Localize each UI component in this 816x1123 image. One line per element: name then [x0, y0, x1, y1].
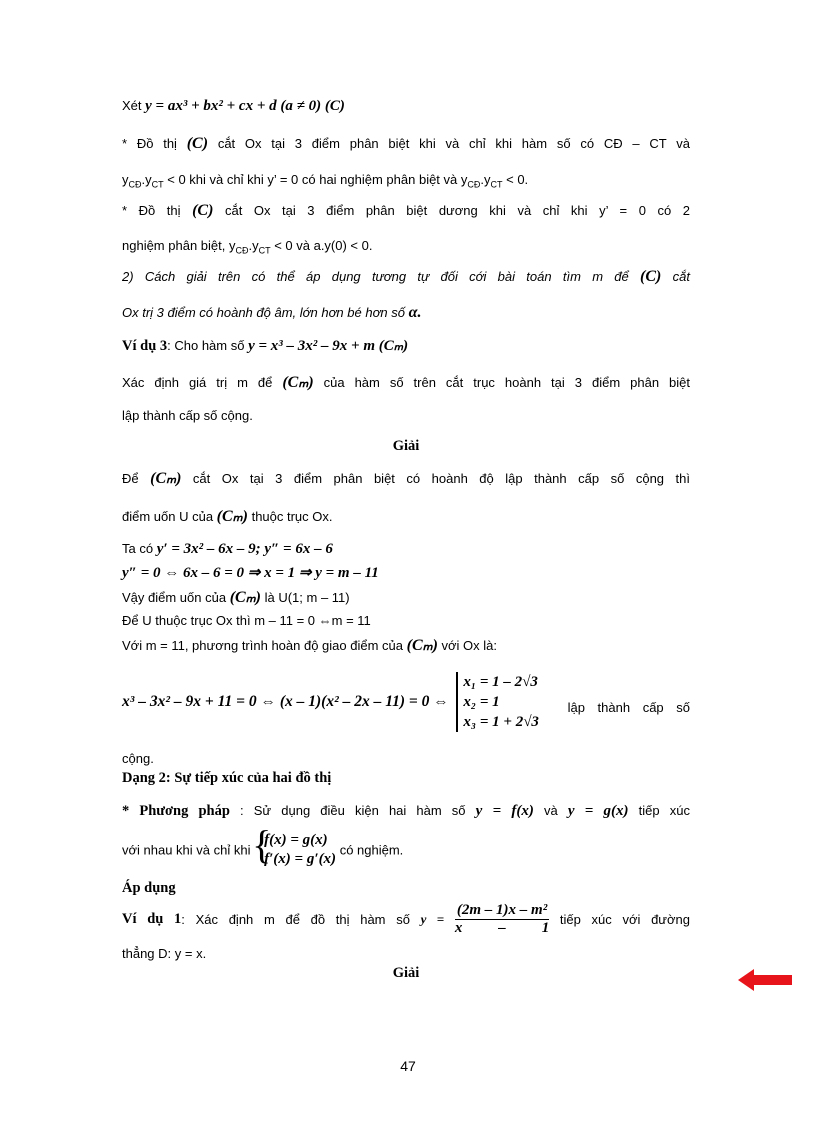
page-number: 47 [400, 1058, 416, 1074]
fraction-function: $\frac{\text{(2m – 1)x – m²}}{x - 1}$ [454, 902, 550, 936]
line-xet: Xét y = ax³ + bx² + cx + d (a ≠ 0) (C) [122, 98, 345, 114]
equation-main: x³ – 3x² – 9x + 11 = 0 ⇔ (x – 1)(x² – 2x – 11) = 0 ⇔ [122, 693, 449, 710]
line-nghiem-phan-biet: nghiệm phân biệt, $y_{CĐ}.y_{CT} < 0$ và a.y(0) < 0. [122, 238, 373, 256]
line-phuong-trinh: x³ – 3x² – 9x + 11 = 0 ⇔ (x – 1)(x² – 2x – 11) = 0 ⇔ x₁ = 1 – 2√3 x₂ = 1 x₃ = 1 + 2√3 lập thành cấp số [122, 674, 690, 730]
line-ycd-yct: $y_{CĐ}.y_{CT} < 0$ khi và chỉ khi y’ = 0 có hai nghiệm phân biệt và $y_{CĐ}.y_{CT} < 0$. [122, 172, 529, 190]
line-y-double-prime: y″ = 0 ⇔ 6x – 6 = 0 ⇒ x = 1 ⇒ y = m – 11 [122, 565, 379, 581]
line-de-u-thuoc: Để U thuộc trục Ox thì m – 11 = 0 ⇔m = 11 [122, 613, 371, 628]
line-vay-diem-uon: Vậy điểm uốn của (Cₘ) là U(1; m – 11) [122, 589, 350, 606]
line-lap-thanh: lập thành cấp số cộng. [122, 408, 253, 423]
left-arrow-icon[interactable] [738, 968, 792, 992]
line-ox-tri: Ox trị 3 điểm có hoành độ âm, lớn hơn bé hơn số α. [122, 304, 422, 321]
heading-giai-1: Giải [392, 438, 420, 454]
line-xac-dinh: Xác định giá trị m để (Cₘ) của hàm số trên cắt trục hoành tại 3 điểm phân biệt [122, 374, 690, 391]
heading-ap-dung: Áp dụng [122, 880, 176, 896]
line-cach-giai: 2) Cách giải trên có thể áp dụng tương tự đối cới bài toán tìm m để (C) cắt [122, 268, 690, 285]
formula-cubic: y = ax³ + bx² + cx + d (a ≠ 0) (C) [145, 98, 345, 114]
line-voi-nhau: với nhau khi và chỉ khi { f(x) = g(x) f′(x) = g′(x) có nghiệm. [122, 831, 403, 869]
heading-giai-2: Giải [392, 965, 420, 981]
line-do-thi-2: * Đồ thị (C) cắt Ox tại 3 điểm phân biệt dương khi và chỉ khi y’ = 0 có 2 [122, 202, 690, 219]
line-diem-uon: điểm uốn U của (Cₘ) thuộc trục Ox. [122, 508, 333, 525]
heading-dang-2: Dạng 2: Sự tiếp xúc của hai đồ thị [122, 770, 332, 786]
line-thang-d: thẳng D: y = x. [122, 946, 207, 961]
condition-system: { f(x) = g(x) f′(x) = g′(x) [254, 831, 336, 869]
line-ta-co: Ta có y′ = 3x² – 6x – 9; y″ = 6x – 6 [122, 541, 333, 557]
line-voi-m-11: Với m = 11, phương trình hoàn độ giao điểm của (Cₘ) với Ox là: [122, 637, 497, 654]
line-de-cm: Để (Cₘ) cắt Ox tại 3 điểm phân biệt có hoành độ lập thành cấp số cộng thì [122, 470, 690, 487]
left-arrow-shape [738, 969, 792, 991]
line-phuong-phap: * Phương pháp : Sử dụng điều kiện hai hàm số y = f(x) và y = g(x) tiếp xúc [122, 803, 690, 819]
line-vi-du-1: Ví dụ 1: Xác định m để đồ thị hàm số y = $\frac{\text{(2m – 1)x – m²}}{x - 1}$ tiếp xúc với đường [122, 902, 690, 936]
line-vi-du-3: Ví dụ 3: Cho hàm số y = x³ – 3x² – 9x + m (Cₘ) [122, 338, 409, 354]
solution-system: x₁ = 1 – 2√3 x₂ = 1 x₃ = 1 + 2√3 [456, 672, 539, 732]
line-cong: cộng. [122, 751, 154, 766]
line-do-thi-1: * Đồ thị (C) cắt Ox tại 3 điểm phân biệt khi và chỉ khi hàm số có CĐ – CT và [122, 135, 690, 152]
